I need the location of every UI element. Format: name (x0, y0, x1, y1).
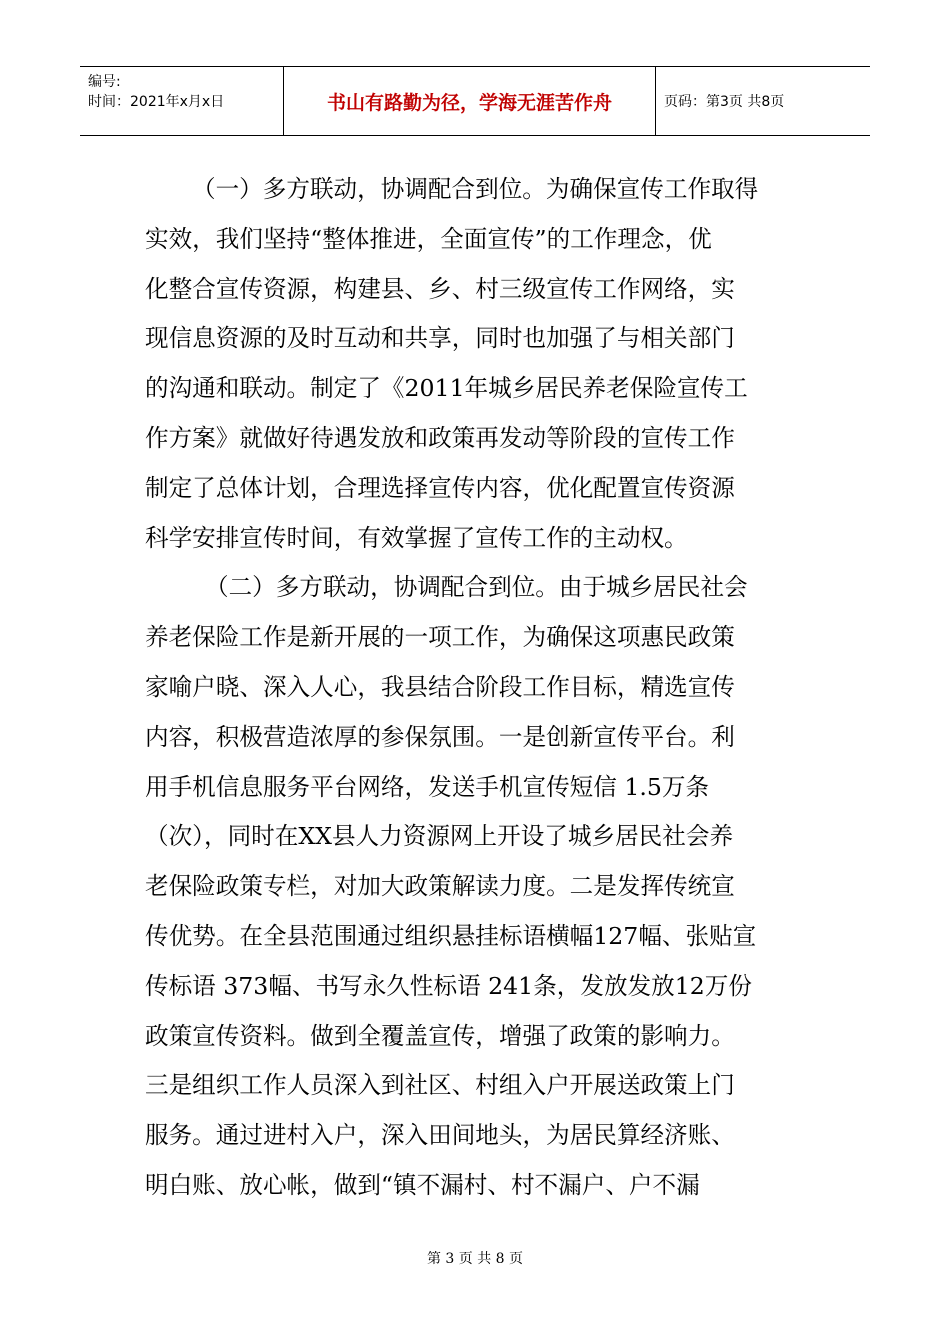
body-line: 科学安排宣传时间，有效掌握了宣传工作的主动权。 (145, 523, 688, 552)
serial-number-label: 编号: (88, 74, 121, 90)
body-line: 传标语 373幅、书写永久性标语 241条，发放发放12万份 (145, 971, 752, 1000)
body-line: 内容，积极营造浓厚的参保氛围。一是创新宣传平台。利 (145, 722, 735, 751)
header-left-cell (80, 67, 283, 135)
body-line: 明白账、放心帐，做到“镇不漏村、村不漏户、户不漏 (145, 1170, 700, 1199)
body-line: 养老保险工作是新开展的一项工作，为确保这项惠民政策 (145, 623, 735, 652)
page-header (80, 66, 870, 136)
date-label: 时间：2021年x月x日 (88, 94, 225, 110)
header-page-cell (656, 67, 870, 135)
page-footer: 第 3 页 共 8 页 (426, 1251, 524, 1267)
body-line: 服务。通过进村入户，深入田间地头，为居民算经济账、 (145, 1121, 735, 1150)
header-page-info: 页码：第3页 共8页 (664, 94, 785, 110)
body-line: 化整合宣传资源，构建县、乡、村三级宣传工作网络，实 (145, 274, 735, 303)
motto-text: 书山有路勤为径，学海无涯苦作舟 (326, 91, 612, 114)
body-line: 用手机信息服务平台网络，发送手机宣传短信 1.5万条 (145, 772, 710, 801)
body-line: 三是组织工作人员深入到社区、村组入户开展送政策上门 (145, 1071, 735, 1100)
body-line: 制定了总体计划，合理选择宣传内容，优化配置宣传资源 (145, 473, 735, 502)
body-line: 现信息资源的及时互动和共享，同时也加强了与相关部门 (145, 324, 735, 353)
body-line: 传优势。在全县范围通过组织悬挂标语横幅127幅、张贴宣 (145, 921, 757, 950)
body-line: 家喻户晓、深入人心，我县结合阶段工作目标，精选宣传 (145, 672, 735, 701)
body-line: 作方案》就做好待遇发放和政策再发动等阶段的宣传工作 (145, 423, 735, 452)
body-line: 政策宣传资料。做到全覆盖宣传，增强了政策的影响力。 (145, 1021, 735, 1050)
body-line: 的沟通和联动。制定了《2011年城乡居民养老保险宣传工 (145, 374, 748, 403)
body-line: 实效，我们坚持“整体推进，全面宣传”的工作理念，优 (145, 224, 712, 253)
body-line: （一）多方联动，协调配合到位。为确保宣传工作取得 (192, 175, 759, 203)
body-line: （二）多方联动，协调配合到位。由于城乡居民社会 (205, 573, 748, 602)
document-body (145, 165, 810, 1211)
body-line: 老保险政策专栏，对加大政策解读力度。二是发挥传统宣 (145, 872, 735, 901)
body-line: （次），同时在XX县人力资源网上开设了城乡居民社会养 (145, 822, 734, 851)
header-motto-cell (283, 67, 656, 135)
